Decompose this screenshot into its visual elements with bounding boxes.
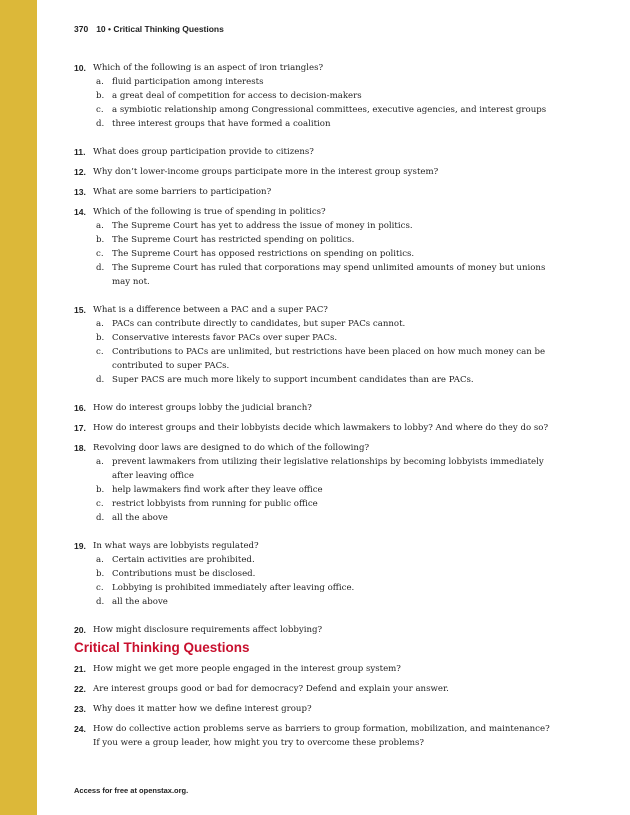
option-10-d (74, 117, 554, 131)
option-10-a (74, 75, 554, 89)
option-text: PACs can contribute directly to candidates, but super PACs cannot. (112, 319, 406, 329)
option-15-a (74, 317, 554, 331)
option-text: Lobbying is prohibited immediately after leaving office. (112, 583, 355, 593)
option-text: all the above (112, 597, 168, 607)
question-13 (74, 185, 554, 199)
option-letter: a. (96, 457, 104, 467)
option-text: The Supreme Court has opposed restrictions on spending on politics. (112, 249, 415, 259)
option-10-b (74, 89, 554, 103)
option-19-b (74, 567, 554, 581)
option-18-b (74, 483, 554, 497)
question-21 (74, 662, 554, 676)
page-header (74, 24, 224, 34)
question-text: Why does it matter how we define interest group? (93, 704, 312, 714)
question-24 (74, 722, 554, 750)
option-letter: c. (96, 249, 104, 259)
option-letter: b. (96, 235, 105, 245)
question-text: How do interest groups and their lobbyists decide which lawmakers to lobby? And where do they do so? (93, 423, 549, 433)
question-text: Why don’t lower-income groups participate more in the interest group system? (93, 167, 439, 177)
option-text: Contributions to PACs are unlimited, but restrictions have been placed on how much money can be contributed to super PACs. (112, 347, 546, 371)
question-number: 14. (74, 207, 86, 217)
option-15-b (74, 331, 554, 345)
question-number: 23. (74, 704, 86, 714)
option-text: Super PACS are much more likely to support incumbent candidates than are PACs. (112, 375, 474, 385)
sidebar-color-bar (0, 0, 37, 815)
question-number: 21. (74, 664, 86, 674)
question-number: 19. (74, 541, 86, 551)
option-text: The Supreme Court has yet to address the issue of money in politics. (112, 221, 413, 231)
option-letter: b. (96, 569, 105, 579)
option-14-d (74, 261, 554, 289)
option-text: three interest groups that have formed a coalition (112, 119, 331, 129)
option-letter: d. (96, 119, 105, 129)
questions-content (74, 61, 554, 750)
option-letter: c. (96, 347, 104, 357)
option-letter: c. (96, 583, 104, 593)
question-number: 10. (74, 63, 86, 73)
option-text: restrict lobbyists from running for public office (112, 499, 318, 509)
option-18-d (74, 511, 554, 525)
question-text: Which of the following is an aspect of iron triangles? (93, 63, 324, 73)
question-number: 22. (74, 684, 86, 694)
section-title: Critical Thinking Questions (74, 640, 250, 655)
question-text: What is a difference between a PAC and a super PAC? (93, 305, 328, 315)
option-19-c (74, 581, 554, 595)
option-letter: d. (96, 263, 105, 273)
option-18-c (74, 497, 554, 511)
question-text: What does group participation provide to citizens? (93, 147, 314, 157)
option-letter: a. (96, 77, 104, 87)
option-letter: b. (96, 333, 105, 343)
option-14-a (74, 219, 554, 233)
question-12 (74, 165, 554, 179)
option-19-a (74, 553, 554, 567)
question-text: Which of the following is true of spending in politics? (93, 207, 326, 217)
option-15-d (74, 373, 554, 387)
question-number: 13. (74, 187, 86, 197)
option-18-a (74, 455, 554, 483)
question-text: In what ways are lobbyists regulated? (93, 541, 259, 551)
question-16 (74, 401, 554, 415)
option-text: Conservative interests favor PACs over super PACs. (112, 333, 338, 343)
option-10-c (74, 103, 554, 117)
question-text: How might we get more people engaged in the interest group system? (93, 664, 401, 674)
option-text: a symbiotic relationship among Congressional committees, executive agencies, and interest groups (112, 105, 547, 115)
question-number: 16. (74, 403, 86, 413)
option-text: a great deal of competition for access to decision-makers (112, 91, 362, 101)
option-19-d (74, 595, 554, 609)
chapter-title: 10 • Critical Thinking Questions (96, 24, 224, 34)
option-14-c (74, 247, 554, 261)
question-text: How do collective action problems serve as barriers to group formation, mobilization, and maintenance? If you were a group leader, how might you try to overcome these problems? (93, 724, 550, 748)
question-number: 11. (74, 147, 86, 157)
option-text: Certain activities are prohibited. (112, 555, 255, 565)
question-text: Revolving door laws are designed to do which of the following? (93, 443, 370, 453)
question-22 (74, 682, 554, 696)
option-text: Contributions must be disclosed. (112, 569, 256, 579)
question-number: 18. (74, 443, 86, 453)
option-letter: d. (96, 597, 105, 607)
option-letter: d. (96, 375, 105, 385)
question-text: What are some barriers to participation? (93, 187, 272, 197)
question-number: 12. (74, 167, 86, 177)
option-14-b (74, 233, 554, 247)
option-text: all the above (112, 513, 168, 523)
question-20 (74, 623, 554, 637)
question-text: How do interest groups lobby the judicial branch? (93, 403, 312, 413)
question-17 (74, 421, 554, 435)
question-19 (74, 539, 554, 553)
option-letter: a. (96, 555, 104, 565)
question-number: 17. (74, 423, 86, 433)
option-letter: c. (96, 105, 104, 115)
question-number: 20. (74, 625, 86, 635)
question-15 (74, 303, 554, 317)
question-18 (74, 441, 554, 455)
option-text: prevent lawmakers from utilizing their legislative relationships by becoming lobbyists immediately after leaving office (112, 457, 544, 481)
question-14 (74, 205, 554, 219)
question-text: Are interest groups good or bad for democracy? Defend and explain your answer. (93, 684, 449, 694)
option-letter: b. (96, 91, 105, 101)
option-letter: d. (96, 513, 105, 523)
question-11 (74, 145, 554, 159)
question-23 (74, 702, 554, 716)
option-letter: a. (96, 221, 104, 231)
page-number: 370 (74, 24, 89, 34)
question-number: 24. (74, 724, 86, 734)
option-15-c (74, 345, 554, 373)
question-text: How might disclosure requirements affect lobbying? (93, 625, 323, 635)
option-letter: a. (96, 319, 104, 329)
option-letter: c. (96, 499, 104, 509)
option-text: The Supreme Court has restricted spending on politics. (112, 235, 355, 245)
page-footer: Access for free at openstax.org. (74, 786, 189, 795)
option-text: help lawmakers find work after they leave office (112, 485, 323, 495)
option-letter: b. (96, 485, 105, 495)
option-text: The Supreme Court has ruled that corporations may spend unlimited amounts of money but unions may not. (112, 263, 546, 287)
question-10 (74, 61, 554, 75)
question-number: 15. (74, 305, 86, 315)
option-text: fluid participation among interests (112, 77, 264, 87)
